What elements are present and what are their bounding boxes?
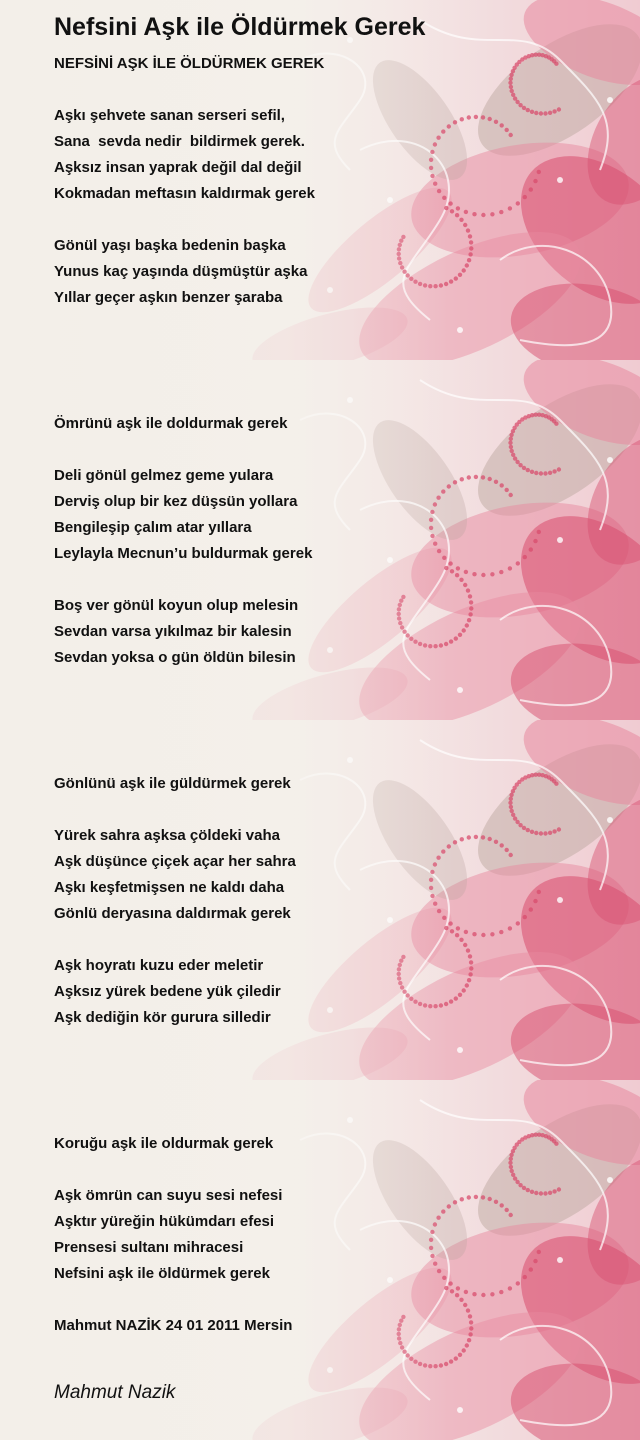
author-signature: Mahmut Nazik	[54, 1382, 176, 1403]
poem-line: Sana sevda nedir bildirmek gerek.	[54, 133, 305, 150]
poem-line: Yunus kaç yaşında düşmüştür aşka	[54, 263, 308, 280]
poem-line: Aşkı keşfetmişsen ne kaldı daha	[54, 879, 285, 896]
poem-line: Sevdan varsa yıkılmaz bir kalesin	[54, 623, 292, 640]
poem-line: Aşksız yürek bedene yük çiledir	[54, 983, 281, 1000]
poem-date-place: Mahmut NAZİK 24 01 2011 Mersin	[54, 1317, 293, 1334]
poem-line: Gönül yaşı başka bedenin başka	[54, 237, 286, 254]
poem-line: Gönlünü aşk ile güldürmek gerek	[54, 775, 291, 792]
poem-line: Koruğu aşk ile oldurmak gerek	[54, 1135, 274, 1152]
poem-line: Aşkı şehvete sanan serseri sefil,	[54, 107, 285, 124]
poem-title: Nefsini Aşk ile Öldürmek Gerek	[54, 13, 426, 41]
poem-line: Aşksız insan yaprak değil dal değil	[54, 159, 302, 176]
poem-line: Bengileşip çalım atar yıllara	[54, 519, 252, 536]
poem-line: Deli gönül gelmez geme yulara	[54, 467, 274, 484]
poem-line: Leylayla Mecnun’u buldurmak gerek	[54, 545, 313, 562]
poem-line: Aşk dediğin kör gurura silledir	[54, 1009, 271, 1026]
poem-line: Nefsini aşk ile öldürmek gerek	[54, 1265, 270, 1282]
poem-line: Aşk düşünce çiçek açar her sahra	[54, 853, 296, 870]
poem-line: Gönlü deryasına daldırmak gerek	[54, 905, 291, 922]
poem-line: Yıllar geçer aşkın benzer şaraba	[54, 289, 283, 306]
poem-line: Aşktır yüreğin hükümdarı efesi	[54, 1213, 275, 1230]
poem-line: Boş ver gönül koyun olup melesin	[54, 597, 299, 614]
poem-line: Sevdan yoksa o gün öldün bilesin	[54, 649, 296, 666]
poem-line: Prensesi sultanı mihracesi	[54, 1239, 244, 1256]
poem-line: Yürek sahra aşksa çöldeki vaha	[54, 827, 280, 844]
poem-heading: NEFSİNİ AŞK İLE ÖLDÜRMEK GEREK	[54, 55, 325, 72]
poem-line: Derviş olup bir kez düşsün yollara	[54, 493, 298, 510]
poem-line: Aşk ömrün can suyu sesi nefesi	[54, 1187, 283, 1204]
poem-line: Kokmadan meftasın kaldırmak gerek	[54, 185, 315, 202]
poem-line: Aşk hoyratı kuzu eder meletir	[54, 957, 264, 974]
poem-line: Ömrünü aşk ile doldurmak gerek	[54, 415, 288, 432]
